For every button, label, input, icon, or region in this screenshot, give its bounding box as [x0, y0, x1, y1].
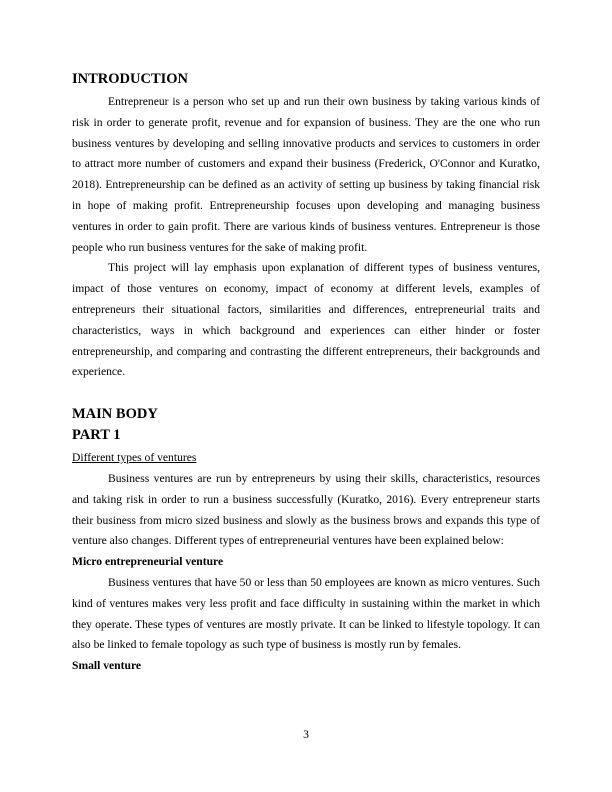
- micro-venture-paragraph: Business ventures that have 50 or less than 50 employees are known as micro ventures. Such kind of ventures makes very less profit and face difficulty in sustaining within the market in which they operate. These types of ventures are mostly private. It can be linked to lifestyle topology. It can also be linked to female topology as such type of business is mostly run by females.: [72, 575, 540, 652]
- part-1-heading: PART 1: [72, 427, 121, 444]
- intro-paragraph-1: Entrepreneur is a person who set up and run their own business by taking various kinds of risk in order to generate profit, revenue and for expansion of business. They are the one who run business ventures by developing and selling innovative products and services to customers in order to attract more number of customers and expand their business (Frederick, O'Connor and Kuratko, 2018). Entrepreneurship can be defined as an activity of setting up business by taking financial risk in hope of making profit. Entrepreneurship focuses upon developing and managing business ventures in order to gain profit. There are various kinds of business ventures. Entrepreneur is those people who run business ventures for the sake of making profit.: [72, 95, 540, 254]
- page-number: 3: [303, 728, 309, 741]
- introduction-heading: INTRODUCTION: [72, 71, 189, 87]
- main-body-heading: MAIN BODY: [72, 406, 158, 423]
- small-venture-heading: Small venture: [72, 659, 142, 673]
- document-page: [72, 70, 540, 677]
- ventures-subheading: Different types of ventures: [72, 451, 197, 465]
- ventures-paragraph: Business ventures are run by entrepreneurs by using their skills, characteristics, resources and taking risk in order to run a business successfully (Kuratko, 2016). Every entrepreneur starts their business from micro sized business and slowly as the business brows and expands this type of venture also changes. Different types of entrepreneurial ventures have been explained below:: [72, 471, 540, 548]
- intro-paragraph-2: This project will lay emphasis upon explanation of different types of business ventures, impact of those ventures on economy, impact of economy at different levels, examples of entrepreneurs their situational factors, similarities and differences, entrepreneurial traits and characteristics, ways in which background and experiences can either hinder or foster entrepreneurship, and comparing and contrasting the different entrepreneurs, their backgrounds and experience.: [72, 261, 540, 379]
- micro-venture-heading: Micro entrepreneurial venture: [72, 555, 224, 569]
